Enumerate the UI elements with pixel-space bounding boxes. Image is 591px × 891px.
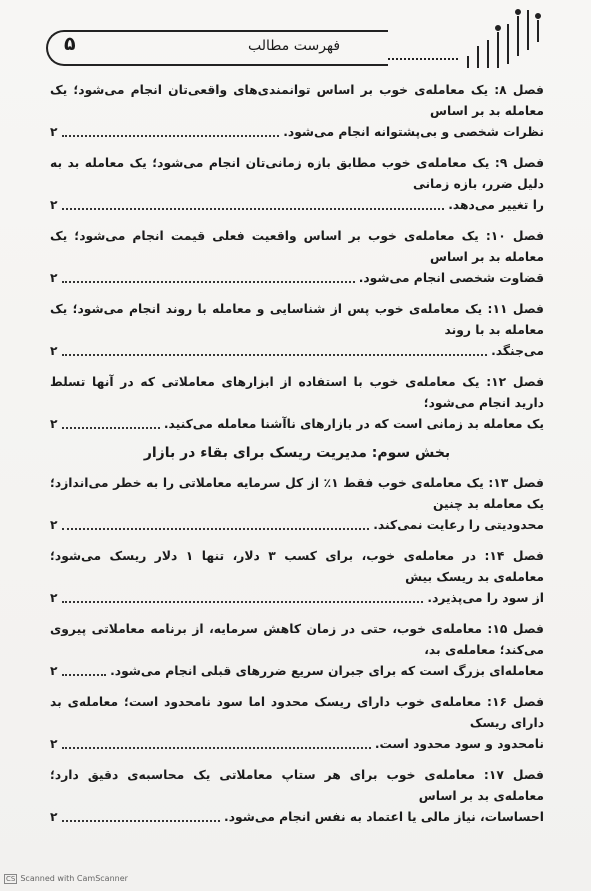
toc-entry-text: فصل ۱۱: یک معامله‌ی خوب پس از شناسایی و معامله با روند انجام می‌شود؛ یک معامله بد با روند bbox=[50, 302, 544, 337]
toc-entry-text: فصل ۱۵: معامله‌ی خوب، حتی در زمان کاهش سرمایه، از برنامه معاملاتی پیروی می‌کند؛ معامله‌ی بد، bbox=[50, 622, 544, 657]
toc-entry-text: فصل ۱۷: معامله‌ی خوب برای هر ستاپ معاملاتی یک محاسبه‌ی دقیق دارد؛ معامله‌ی بد بر اساس bbox=[50, 768, 544, 803]
camscanner-logo-icon: CS bbox=[6, 875, 16, 883]
toc-entry-text: یک معامله بد زمانی است که در بازارهای ناآشنا معامله می‌کنید. bbox=[163, 417, 544, 431]
leader-dots bbox=[62, 661, 107, 676]
toc-entry bbox=[50, 226, 544, 289]
toc-entry-text: فصل ۱۳: یک معامله‌ی خوب فقط ۱٪ از کل سرمایه معاملاتی را به خطر می‌اندازد؛ یک معامله بد چنین bbox=[50, 476, 544, 511]
toc-entry bbox=[50, 546, 544, 609]
toc-page-ref: ۲ bbox=[50, 518, 58, 532]
header-dotted-rule bbox=[388, 58, 458, 60]
leader-dots bbox=[62, 734, 371, 749]
page-number: ۵ bbox=[64, 33, 76, 55]
toc-entry bbox=[50, 765, 544, 828]
toc-entry-text: فصل ۱۶: معامله‌ی خوب دارای ریسک محدود اما سود نامحدود است؛ معامله‌ی بد دارای ریسک bbox=[50, 695, 544, 730]
leader-dots bbox=[62, 341, 488, 356]
toc-entry-text: فصل ۸: یک معامله‌ی خوب بر اساس توانمندی‌های واقعی‌تان انجام می‌شود؛ یک معامله بد بر اساس bbox=[50, 83, 544, 118]
toc-page-ref: ۲ bbox=[50, 810, 58, 824]
toc-page-ref: ۲ bbox=[50, 737, 58, 751]
leader-dots bbox=[62, 588, 424, 603]
leader-dots bbox=[62, 195, 445, 210]
toc-page-ref: ۲ bbox=[50, 591, 58, 605]
toc-entry-text: از سود را می‌پذیرد. bbox=[427, 591, 544, 605]
toc-entry bbox=[50, 692, 544, 755]
leader-dots bbox=[62, 122, 280, 137]
toc-entry-text: قضاوت شخصی انجام می‌شود. bbox=[358, 271, 544, 285]
toc-entry bbox=[50, 153, 544, 216]
toc-page-ref: ۲ bbox=[50, 417, 58, 431]
toc-entry-text: می‌جنگد. bbox=[491, 344, 544, 358]
toc-entry-text: محدودیتی را رعایت نمی‌کند. bbox=[373, 518, 544, 532]
leader-dots bbox=[62, 414, 160, 429]
toc-entry-text: را تغییر می‌دهد. bbox=[448, 198, 544, 212]
toc-page-ref: ۲ bbox=[50, 664, 58, 678]
leader-dots bbox=[62, 807, 221, 822]
toc-entry-text: فصل ۱۰: یک معامله‌ی خوب بر اساس واقعیت فعلی قیمت انجام می‌شود؛ یک معامله بد بر اساس bbox=[50, 229, 544, 264]
toc-page-ref: ۲ bbox=[50, 198, 58, 212]
toc-list bbox=[50, 80, 544, 838]
scanner-watermark: CS Scanned with CamScanner bbox=[6, 874, 128, 883]
toc-entry-text: نظرات شخصی و بی‌پشتوانه انجام می‌شود. bbox=[283, 125, 544, 139]
bar-chart-ornament-icon bbox=[458, 6, 548, 72]
toc-entry-text: نامحدود و سود محدود است. bbox=[374, 737, 544, 751]
section-heading: بخش سوم: مدیریت ریسک برای بقاء در بازار bbox=[143, 445, 451, 461]
toc-entry-text: احساسات، نیاز مالی یا اعتماد به نفس انجام می‌شود. bbox=[224, 810, 544, 824]
toc-entry-text: فصل ۱۴: در معامله‌ی خوب، برای کسب ۳ دلار، تنها ۱ دلار ریسک می‌شود؛ معامله‌ی بد ریسک بیش bbox=[50, 549, 544, 584]
toc-entry bbox=[50, 619, 544, 682]
toc-entry bbox=[50, 473, 544, 536]
leader-dots bbox=[62, 268, 355, 283]
toc-page-ref: ۲ bbox=[50, 344, 58, 358]
toc-page-ref: ۲ bbox=[50, 271, 58, 285]
page-title: فهرست مطالب bbox=[248, 38, 341, 54]
toc-entry-text: فصل ۱۲: یک معامله‌ی خوب با استفاده از ابزارهای معاملاتی که در آنها تسلط دارید انجام می‌شود؛ bbox=[50, 375, 545, 410]
toc-entry bbox=[50, 80, 544, 143]
toc-entry bbox=[50, 299, 544, 362]
toc-entry-text: معامله‌ای بزرگ است که برای جبران سریع ضررهای قبلی انجام می‌شود. bbox=[110, 664, 544, 678]
toc-page-ref: ۲ bbox=[50, 125, 58, 139]
toc-entry-text: فصل ۹: یک معامله‌ی خوب مطابق بازه زمانی‌تان انجام می‌شود؛ یک معامله بد به دلیل ضرر، بازه زمانی bbox=[50, 156, 545, 191]
toc-entry bbox=[50, 372, 544, 435]
leader-dots bbox=[62, 515, 370, 530]
